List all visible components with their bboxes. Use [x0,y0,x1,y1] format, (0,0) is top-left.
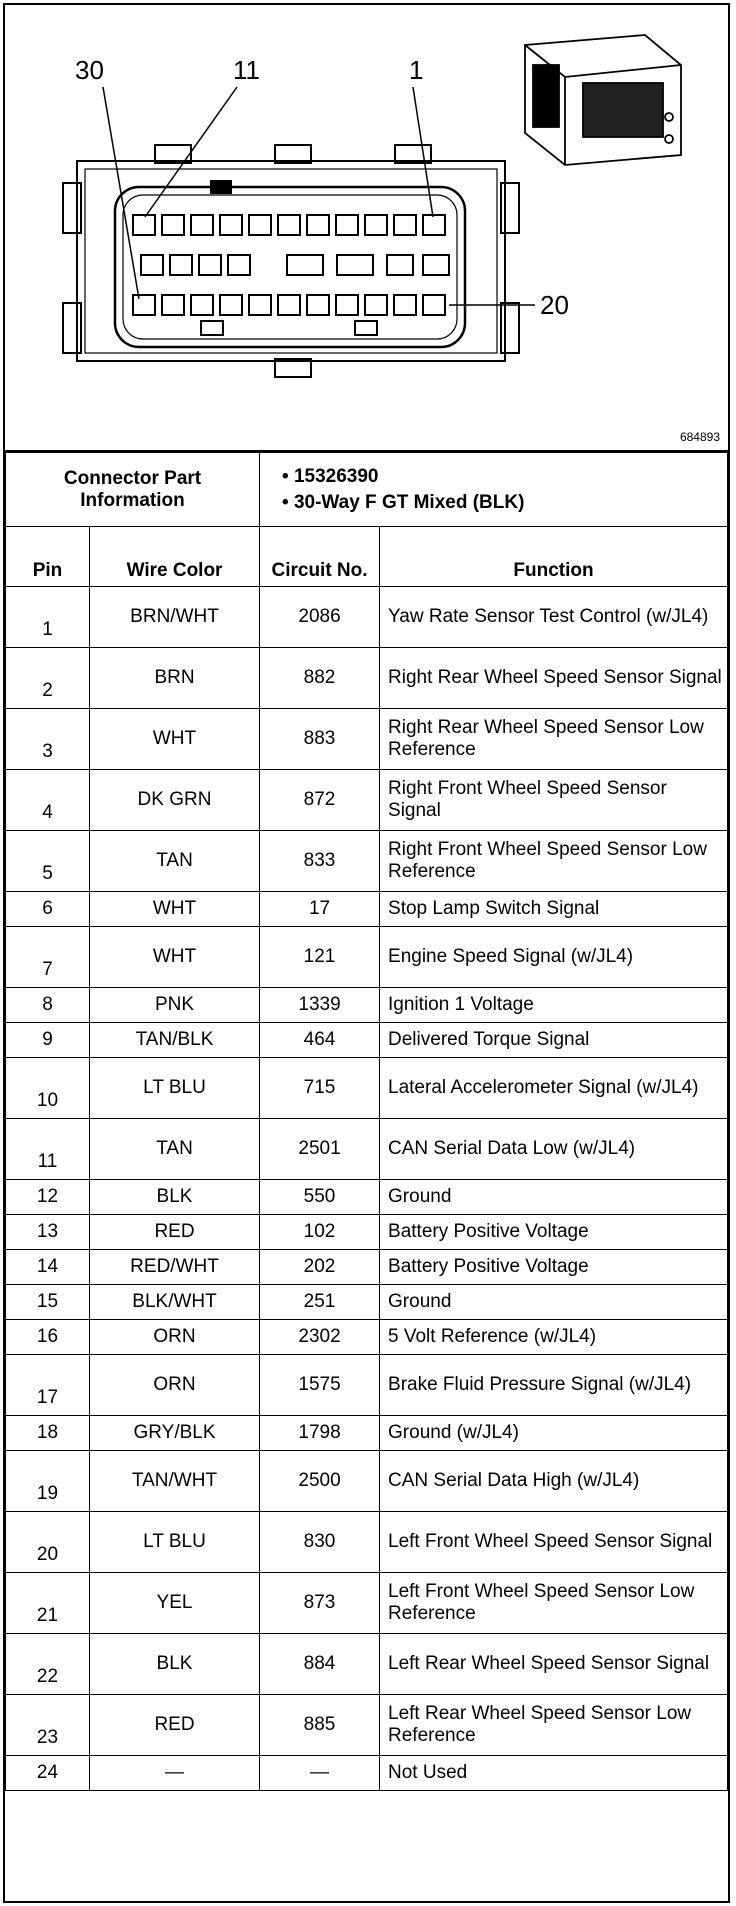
wire-color-cell: TAN [90,1119,260,1180]
wire-color-cell: — [90,1756,260,1791]
wire-color-cell: ORN [90,1320,260,1355]
circuit-cell: 1575 [260,1355,380,1416]
circuit-cell: 830 [260,1512,380,1573]
function-cell: Lateral Accelerometer Signal (w/JL4) [380,1058,728,1119]
header-circuit: Circuit No. [260,527,380,587]
connector-diagram [5,5,728,452]
circuit-cell: 882 [260,648,380,709]
wire-color-cell: LT BLU [90,1058,260,1119]
pin-cell: 12 [6,1180,90,1215]
wire-color-cell: BLK [90,1180,260,1215]
wire-color-cell: GRY/BLK [90,1416,260,1451]
pin-cell: 23 [6,1695,90,1756]
table-row [6,1416,728,1451]
table-row [6,988,728,1023]
wire-color-cell: RED/WHT [90,1250,260,1285]
table-row [6,1023,728,1058]
function-cell: Right Rear Wheel Speed Sensor Signal [380,648,728,709]
callout-pin-11: 11 [233,55,260,85]
function-cell: Engine Speed Signal (w/JL4) [380,927,728,988]
wire-color-cell: LT BLU [90,1512,260,1573]
figure-number: 684893 [679,430,720,444]
pin-cell: 11 [6,1119,90,1180]
table-row [6,1250,728,1285]
wire-color-cell: BLK [90,1634,260,1695]
table-row [6,648,728,709]
table-row [6,709,728,770]
circuit-cell: 883 [260,709,380,770]
function-cell: Brake Fluid Pressure Signal (w/JL4) [380,1355,728,1416]
table-row [6,1634,728,1695]
table-row [6,1512,728,1573]
table-row [6,892,728,927]
circuit-cell: 2302 [260,1320,380,1355]
connector-info-row [6,453,728,527]
header-pin: Pin [6,527,90,587]
pin-cell: 10 [6,1058,90,1119]
table-row [6,1756,728,1791]
table-row [6,1180,728,1215]
table-row [6,831,728,892]
pin-cell: 20 [6,1512,90,1573]
table-row [6,1320,728,1355]
function-cell: 5 Volt Reference (w/JL4) [380,1320,728,1355]
table-row [6,1058,728,1119]
connector-info: • 15326390 • 30-Way F GT Mixed (BLK) [260,453,728,527]
wire-color-cell: RED [90,1695,260,1756]
circuit-cell: 872 [260,770,380,831]
wire-color-cell: ORN [90,1355,260,1416]
circuit-cell: 873 [260,1573,380,1634]
function-cell: CAN Serial Data High (w/JL4) [380,1451,728,1512]
wire-color-cell: RED [90,1215,260,1250]
circuit-cell: 884 [260,1634,380,1695]
part-number: 15326390 [293,465,379,487]
pin-cell: 3 [6,709,90,770]
connector-description: 30-Way F GT Mixed (BLK) [293,491,525,513]
pin-cell: 4 [6,770,90,831]
function-cell: Left Front Wheel Speed Sensor Low Reference [380,1573,728,1634]
function-cell: Right Front Wheel Speed Sensor Signal [380,770,728,831]
pin-cell: 13 [6,1215,90,1250]
pin-cell: 24 [6,1756,90,1791]
circuit-cell: 833 [260,831,380,892]
function-cell: Battery Positive Voltage [380,1250,728,1285]
table-row [6,770,728,831]
circuit-cell: 102 [260,1215,380,1250]
header-wire-color: Wire Color [90,527,260,587]
pin-cell: 1 [6,587,90,648]
pin-cell: 21 [6,1573,90,1634]
header-function: Function [380,527,728,587]
wire-color-cell: WHT [90,892,260,927]
table-row [6,1285,728,1320]
circuit-cell: 2501 [260,1119,380,1180]
function-cell: Right Rear Wheel Speed Sensor Low Reference [380,709,728,770]
table-row [6,1695,728,1756]
circuit-cell: 2086 [260,587,380,648]
callout-pin-30: 30 [75,55,104,85]
pin-cell: 16 [6,1320,90,1355]
wire-color-cell: YEL [90,1573,260,1634]
function-cell: Ground [380,1180,728,1215]
circuit-cell: 2500 [260,1451,380,1512]
function-cell: Right Front Wheel Speed Sensor Low Reference [380,831,728,892]
function-cell: Left Front Wheel Speed Sensor Signal [380,1512,728,1573]
wire-color-cell: BLK/WHT [90,1285,260,1320]
table-row [6,1119,728,1180]
function-cell: Not Used [380,1756,728,1791]
pinout-rows [6,587,728,1791]
pin-cell: 15 [6,1285,90,1320]
table-row [6,1355,728,1416]
connector-sheet [3,3,730,1903]
function-cell: Left Rear Wheel Speed Sensor Signal [380,1634,728,1695]
circuit-cell: 121 [260,927,380,988]
function-cell: CAN Serial Data Low (w/JL4) [380,1119,728,1180]
pin-cell: 9 [6,1023,90,1058]
wire-color-cell: PNK [90,988,260,1023]
pin-cell: 7 [6,927,90,988]
pin-cell: 5 [6,831,90,892]
table-row [6,1215,728,1250]
circuit-cell: 1339 [260,988,380,1023]
function-cell: Yaw Rate Sensor Test Control (w/JL4) [380,587,728,648]
wire-color-cell: TAN/BLK [90,1023,260,1058]
function-cell: Ground (w/JL4) [380,1416,728,1451]
pin-cell: 17 [6,1355,90,1416]
wire-color-cell: TAN/WHT [90,1451,260,1512]
pin-cell: 8 [6,988,90,1023]
table-row [6,1573,728,1634]
circuit-cell: 202 [260,1250,380,1285]
pin-cell: 2 [6,648,90,709]
function-cell: Delivered Torque Signal [380,1023,728,1058]
wire-color-cell: WHT [90,927,260,988]
pinout-table [5,452,728,1791]
wire-color-cell: WHT [90,709,260,770]
circuit-cell: 464 [260,1023,380,1058]
pin-cell: 19 [6,1451,90,1512]
function-cell: Stop Lamp Switch Signal [380,892,728,927]
circuit-cell: 715 [260,1058,380,1119]
function-cell: Battery Positive Voltage [380,1215,728,1250]
function-cell: Ignition 1 Voltage [380,988,728,1023]
circuit-cell: 17 [260,892,380,927]
circuit-cell: 885 [260,1695,380,1756]
circuit-cell: 251 [260,1285,380,1320]
circuit-cell: 550 [260,1180,380,1215]
callout-pin-1: 1 [409,55,424,85]
connector-info-title: Connector Part Information [6,453,260,527]
circuit-cell: 1798 [260,1416,380,1451]
wire-color-cell: BRN/WHT [90,587,260,648]
pin-cell: 22 [6,1634,90,1695]
function-cell: Ground [380,1285,728,1320]
table-row [6,1451,728,1512]
wire-color-cell: DK GRN [90,770,260,831]
pin-cell: 6 [6,892,90,927]
wire-color-cell: BRN [90,648,260,709]
pin-cell: 14 [6,1250,90,1285]
function-cell: Left Rear Wheel Speed Sensor Low Reference [380,1695,728,1756]
header-row [6,527,728,587]
table-row [6,587,728,648]
table-row [6,927,728,988]
wire-color-cell: TAN [90,831,260,892]
circuit-cell: — [260,1756,380,1791]
connector-face-drawing [5,5,728,448]
callout-pin-20: 20 [540,290,569,320]
pin-cell: 18 [6,1416,90,1451]
